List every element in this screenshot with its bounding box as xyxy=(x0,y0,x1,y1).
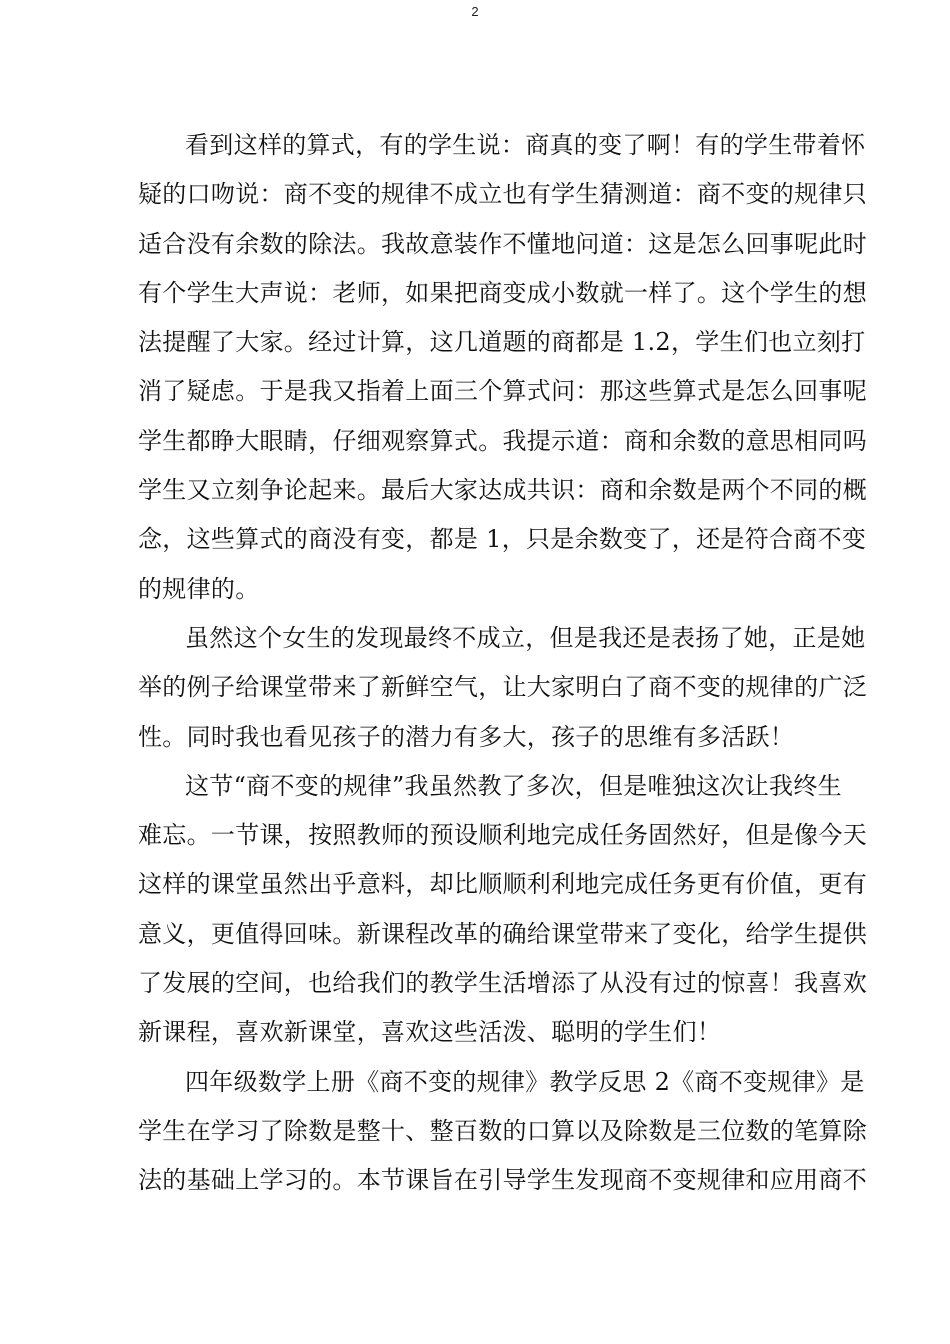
text-line: 虽然这个女生的发现最终不成立，但是我还是表扬了她，正是她 xyxy=(185,623,866,652)
document-body xyxy=(138,121,867,1206)
text-line: 念，这些算式的商没有变，都是 1，只是余数变了，还是符合商不变 xyxy=(138,525,867,554)
text-line: 这样的课堂虽然出乎意料，却比顺顺利利地完成任务更有价值，更有 xyxy=(138,870,867,899)
text-line: 了发展的空间，也给我们的教学生活增添了从没有过的惊喜！我喜欢 xyxy=(138,969,867,998)
text-line: 性。同时我也看见孩子的潜力有多大，孩子的思维有多活跃！ xyxy=(138,722,795,751)
text-line: 消了疑虑。于是我又指着上面三个算式问：那这些算式是怎么回事呢 xyxy=(138,377,867,406)
page-number: 2 xyxy=(471,4,479,19)
text-line: 学生又立刻争论起来。最后大家达成共识：商和余数是两个不同的概 xyxy=(138,476,867,505)
text-line: 看到这样的算式，有的学生说：商真的变了啊！有的学生带着怀 xyxy=(185,131,866,159)
text-line: 的规律的。 xyxy=(138,574,260,603)
text-line: 疑的口吻说：商不变的规律不成立也有学生猜测道：商不变的规律只 xyxy=(138,180,867,209)
text-line: 四年级数学上册《商不变的规律》教学反思 2《商不变规律》是 xyxy=(185,1067,865,1096)
text-line: 学生在学习了除数是整十、整百数的口算以及除数是三位数的笔算除 xyxy=(138,1116,867,1145)
text-line: 举的例子给课堂带来了新鲜空气，让大家明白了商不变的规律的广泛 xyxy=(138,673,867,702)
text-line: 适合没有余数的除法。我故意装作不懂地问道：这是怎么回事呢此时 xyxy=(138,229,867,258)
text-line: 新课程，喜欢新课堂，喜欢这些活泼、聪明的学生们！ xyxy=(138,1018,722,1047)
text-line: 有个学生大声说：老师，如果把商变成小数就一样了。这个学生的想 xyxy=(138,278,867,307)
text-line: 意义，更值得回味。新课程改革的确给课堂带来了变化，给学生提供 xyxy=(138,919,867,948)
text-line: 法提醒了大家。经过计算，这几道题的商都是 1.2，学生们也立刻打 xyxy=(138,328,866,357)
text-line: 这节“商不变的规律”我虽然教了多次，但是唯独这次让我终生 xyxy=(185,771,842,800)
text-line: 学生都睁大眼睛，仔细观察算式。我提示道：商和余数的意思相同吗 xyxy=(138,426,867,455)
text-line: 难忘。一节课，按照教师的预设顺利地完成任务固然好，但是像今天 xyxy=(138,821,867,850)
text-line: 法的基础上学习的。本节课旨在引导学生发现商不变规律和应用商不 xyxy=(138,1166,867,1195)
